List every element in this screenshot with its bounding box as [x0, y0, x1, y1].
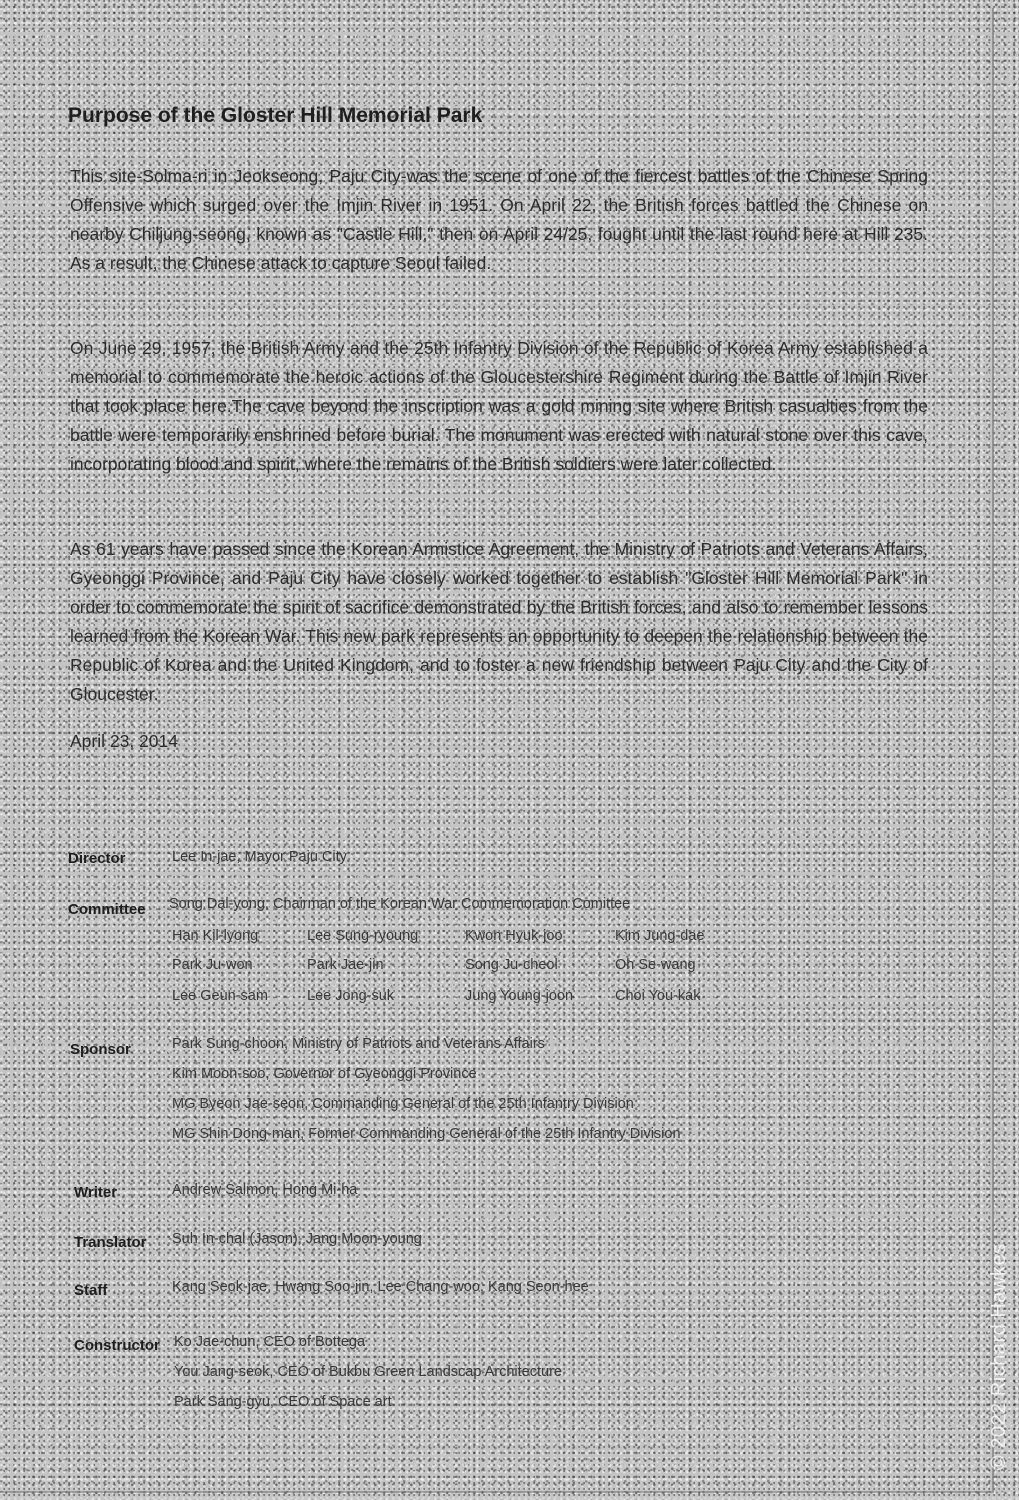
credit-sponsor-line: Park Sung-choon, Ministry of Patriots and Veterans Affairs: [172, 1036, 545, 1052]
credit-label-committee: Committee: [68, 901, 146, 918]
committee-member: Choi You-kak: [615, 988, 701, 1004]
credit-label-sponsor: Sponsor: [70, 1041, 131, 1058]
credit-director-name: Lee In-jae, Mayor Paju City: [172, 849, 347, 865]
committee-member: Jung Young-joon: [465, 988, 574, 1004]
plaque-date: April 23, 2014: [70, 731, 178, 751]
committee-member: Park Ju-won: [172, 957, 253, 973]
committee-member: Park Jae-jin: [307, 957, 384, 973]
credit-sponsor-line: Kim Moon-soo, Governor of Gyeonggi Province: [172, 1066, 477, 1082]
copyright-watermark: © 2022 Richard Hawkes: [988, 1243, 1010, 1470]
credit-constructor-line: Park Sang-gyu, CEO of Space art: [174, 1394, 392, 1410]
credit-constructor-line: You Jang-seok, CEO of Bukbu Green Landscap Architecture: [174, 1364, 562, 1380]
credit-translator-names: Suh In-chal (Jason), Jang Moon-young: [172, 1231, 422, 1247]
paragraph-history: This site-Solma-ri in Jeokseong, Paju City-was the scene of one of the fiercest battles of the Chinese Spring Offensive which surged over the Imjin River in 1951. On April 22, the British forces battled the Chinese on nearby Chiljung-seong, known as "Castle Hill," then on April 24/25, fought until the last round here at Hill 235. As a result, the Chinese attack to capture Seoul failed.: [70, 166, 928, 273]
credit-writer-names: Andrew Salmon, Hong Mi-ha: [172, 1182, 358, 1198]
credit-label-constructor: Constructor: [74, 1337, 160, 1354]
credit-staff-names: Kang Seok-jae, Hwang Soo-jin, Lee Chang-woo, Kang Seon-hee: [172, 1279, 589, 1295]
committee-member: Han Kil-lyong: [172, 928, 259, 944]
credit-label-staff: Staff: [74, 1282, 108, 1299]
committee-member: Lee Sung-ryoung: [307, 928, 419, 944]
committee-member: Kwon Hyuk-joo: [465, 928, 563, 944]
credit-label-translator: Translator: [74, 1234, 147, 1251]
plaque-title: Purpose of the Gloster Hill Memorial Park: [68, 104, 483, 127]
paragraph-park-purpose: As 61 years have passed since the Korean Armistice Agreement, the Ministry of Patriots and Veterans Affairs, Gyeonggi Province, and Paju City have closely worked together to establish "Gloster Hill Memorial Park" in order to commemorate the spirit of sacrifice demonstrated by the British forces, and also to remember lessons learned from the Korean War. This new park represents an opportunity to deepen the relationship between the Republic of Korea and the United Kingdom, and to foster a new friendship between Paju City and the City of Gloucester.: [70, 539, 928, 704]
credit-sponsor-line: MG Shin Dong-man, Former Commanding General of the 25th Infantry Division: [172, 1126, 681, 1142]
committee-member: Kim Jung-dae: [615, 928, 705, 944]
credit-constructor-line: Ko Jae-chun, CEO of Bottega: [174, 1334, 366, 1350]
credit-label-director: Director: [68, 850, 126, 867]
committee-member: Lee Jong-suk: [307, 988, 395, 1004]
committee-member: Song Ju-cheol: [465, 957, 558, 973]
credit-sponsor-line: MG Byeon Jae-seon, Commanding General of the 25th Infantry Division: [172, 1096, 634, 1112]
committee-member: Lee Geun-sam: [172, 988, 268, 1004]
credit-label-writer: Writer: [74, 1184, 118, 1201]
paragraph-memorial: On June 29, 1957, the British Army and the 25th Infantry Division of the Republic of Korea Army established a memorial to commemorate the heroic actions of the Gloucestershire Regiment during the Battle of Imjin River that took place here.The cave beyond the inscription was a gold mining site where British casualties from the battle were temporarily enshrined before burial. The monument was erected with natural stone over this cave, incorporating blood and spirit, where the remains of the British soldiers were later collected.: [70, 338, 928, 474]
credit-committee-chairman: Song Dal-yong, Chairman of the Korean War Commemoration Comittee: [169, 896, 631, 912]
committee-member: Oh Se-wang: [615, 957, 696, 973]
